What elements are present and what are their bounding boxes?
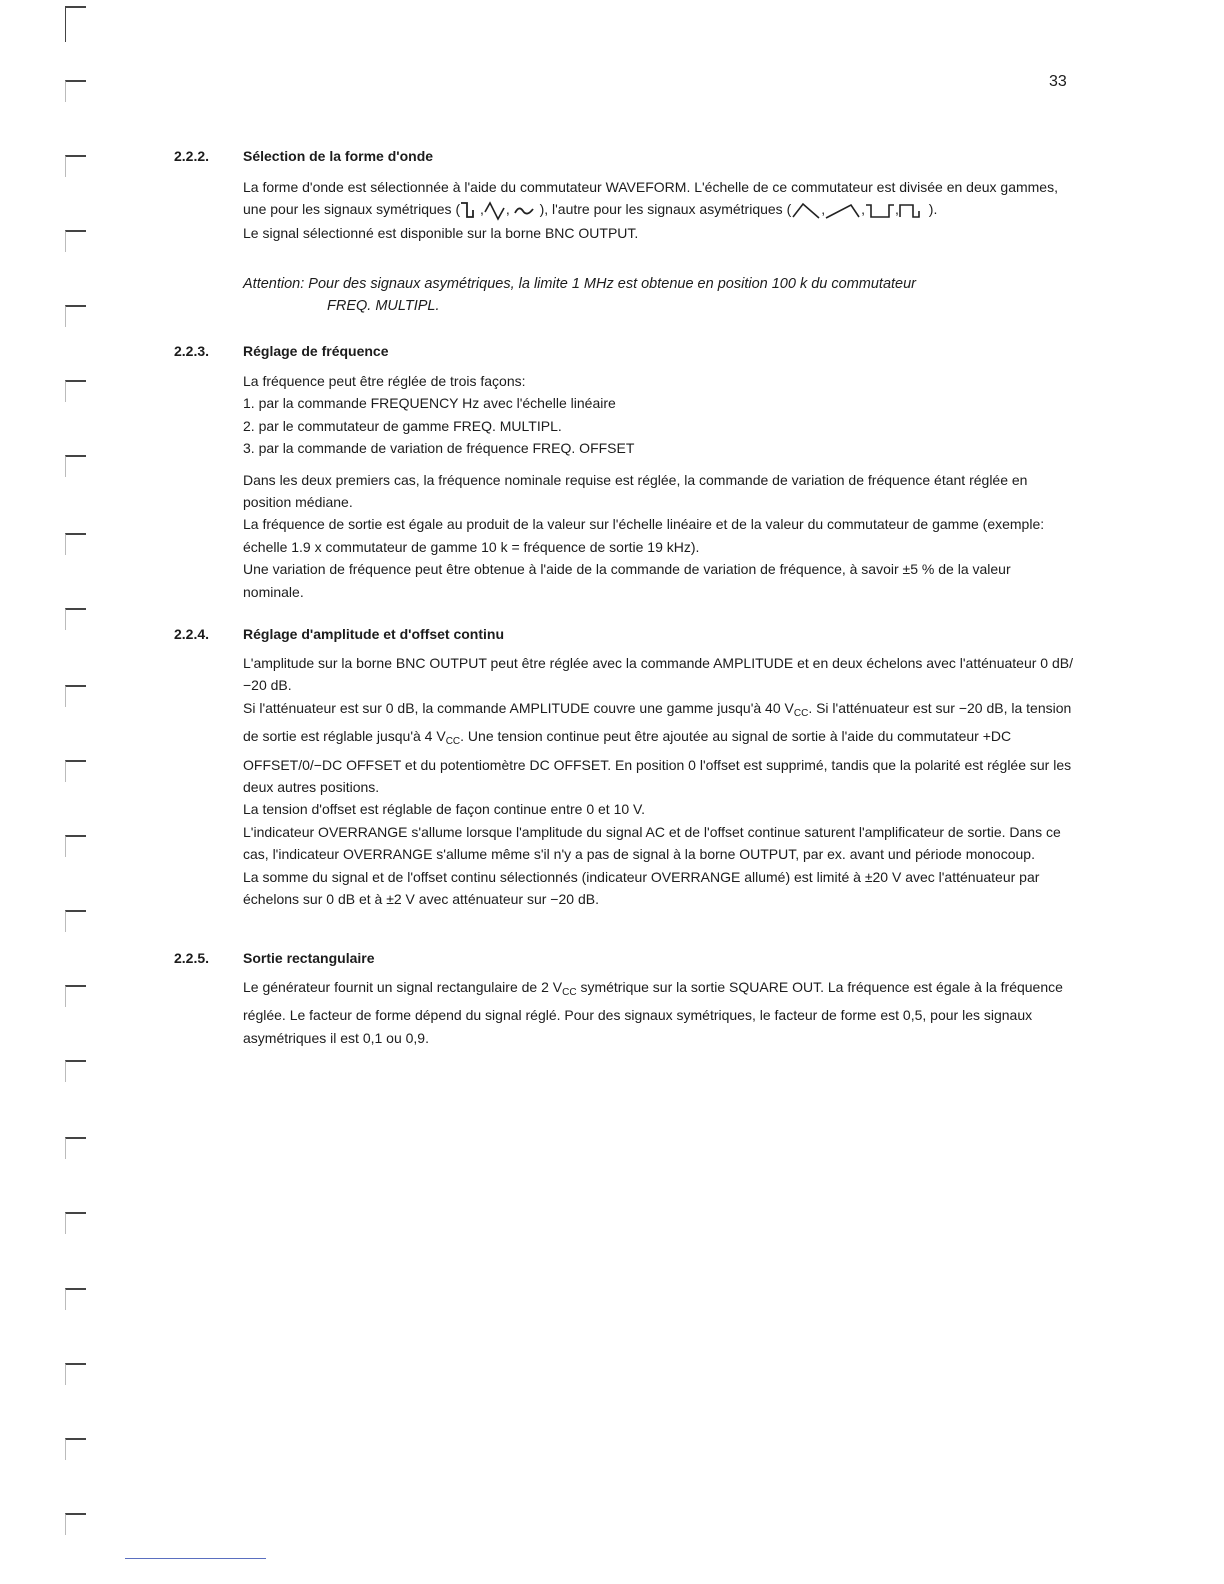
sine-wave-icon: [514, 200, 536, 222]
separator: ,: [821, 201, 826, 218]
binder-tab: [65, 608, 86, 630]
binder-tab: [65, 760, 86, 782]
paragraph: Une variation de fréquence peut être obtenue à l'aide de la commande de variation de fréquence, à savoir ±5 % de la valeur nominale.: [243, 561, 1011, 600]
subscript: CC: [445, 736, 461, 748]
section-body: [243, 652, 1073, 910]
sawtooth-up-icon: [825, 201, 861, 221]
paragraph: La fréquence peut être réglée de trois façons:: [243, 373, 526, 389]
binder-tab: [65, 1212, 86, 1234]
list-item: 2. par le commutateur de gamme FREQ. MULTIPL.: [243, 417, 562, 434]
binder-tab: [65, 1060, 86, 1082]
paragraph: La somme du signal et de l'offset continu sélectionnés (indicateur OVERRANGE allumé) est limité à ±20 V avec l'atténuateur par échelons sur 0 dB et à ±2 V avec atténuateur sur −20 dB.: [243, 868, 1040, 908]
pulse-wide-icon: [899, 201, 925, 221]
section-title: Sélection de la forme d'onde: [243, 148, 434, 164]
binder-tab: [65, 533, 86, 555]
section-title: Sortie rectangulaire: [243, 950, 375, 966]
binder-tab: [65, 155, 86, 177]
subscript: CC: [793, 707, 809, 719]
triangle-wave-icon: [484, 200, 506, 222]
pulse-narrow-icon: [865, 201, 895, 221]
note-text: Attention: Pour des signaux asymétriques, la limite 1 MHz est obtenue en position 100 k du commutateur: [243, 276, 916, 292]
binder-tab: [65, 6, 86, 42]
text: Le générateur fournit un signal rectangulaire de 2 V: [243, 979, 563, 995]
list-item: 1. par la commande FREQUENCY Hz avec l'échelle linéaire: [243, 395, 616, 412]
binder-tab: [65, 985, 86, 1007]
binder-tab: [65, 910, 86, 932]
paragraph: [243, 176, 1073, 222]
paragraph: La tension d'offset est réglable de façon continue entre 0 et 10 V.: [243, 801, 645, 818]
paragraph: Le signal sélectionné est disponible sur la borne BNC OUTPUT.: [243, 224, 639, 241]
binder-tab: [65, 1438, 86, 1460]
separator: ,: [895, 201, 899, 218]
binder-tab: [65, 455, 86, 477]
text: . Si l'atténuateur est sur −20 dB, la tension de sortie est réglable jusqu'à 4 V: [243, 699, 1072, 745]
binder-tab: [65, 380, 86, 402]
text: ), l'autre pour les signaux asymétriques (: [539, 201, 792, 218]
section-body: [243, 370, 1073, 603]
binder-tab: [65, 685, 86, 707]
square-wave-icon: [460, 200, 476, 222]
binder-tab: [65, 1288, 86, 1310]
binder-edge: [60, 0, 100, 1584]
paragraph: Dans les deux premiers cas, la fréquence nominale requise est réglée, la commande de variation de fréquence étant réglée en position médiane.: [243, 471, 1028, 511]
section-number: 2.2.4.: [174, 626, 210, 642]
section-body: [243, 976, 1073, 1049]
section-number: 2.2.2.: [174, 148, 210, 164]
section-number: 2.2.5.: [174, 950, 210, 966]
binder-tab: [65, 1363, 86, 1385]
binder-tab: [65, 1137, 86, 1159]
list-item: 3. par la commande de variation de fréquence FREQ. OFFSET: [243, 440, 635, 457]
text: . Une tension continue peut être ajoutée au signal de sortie à l'aide du commutateur +DC OFFSET/0/−DC OFFSET et du potentiomètre DC OFFSET. En position 0 l'offset est supprimé, tandis que la polarité est réglée sur les deux autres positions.: [243, 728, 1072, 796]
paragraph: L'indicateur OVERRANGE s'allume lorsque l'amplitude du signal AC et de l'offset continue saturent l'amplificateur de sortie. Dans ce cas, l'indicateur OVERRANGE s'allume même s'il n'y a pas de signal à la borne OUTPUT, par ex. avant und période monocoup.: [243, 823, 1061, 863]
subscript: CC: [562, 987, 577, 998]
paragraph: La fréquence de sortie est égale au produit de la valeur sur l'échelle linéaire et de la valeur du commutateur de gamme (exemple: échelle 1.9 x commutateur de gamme 10 k = fréquence de sortie 19 kHz).: [243, 516, 1045, 555]
binder-tab: [65, 835, 86, 857]
binder-tab: [65, 230, 86, 252]
section-body: [243, 176, 1073, 244]
paragraph: L'amplitude sur la borne BNC OUTPUT peut être réglée avec la commande AMPLITUDE et en deux échelons avec l'atténuateur 0 dB/−20 dB.: [243, 655, 1073, 694]
paragraph: [243, 697, 1073, 799]
separator: ,: [480, 201, 484, 218]
attention-note: [243, 273, 1073, 317]
section-title: Réglage de fréquence: [243, 343, 389, 359]
text: symétrique sur la sortie SQUARE OUT. La fréquence est égale à la fréquence réglée. Le facteur de forme dépend du signal réglé. Pour des signaux symétriques, le facteur de forme est 0,5, pour les signaux asymétriques il est 0,1 ou 0,9.: [243, 979, 1063, 1046]
footer-rule: [125, 1558, 266, 1559]
text: La forme d'onde est sélectionnée à l'aide du commutateur WAVEFORM. L'échelle de ce commutateur est divisée en deux gammes, une pour les signaux symétriques (: [243, 179, 1058, 218]
separator: ,: [505, 201, 510, 218]
note-text: FREQ. MULTIPL.: [327, 298, 440, 314]
page-number: 33: [1049, 73, 1067, 90]
separator: ,: [861, 201, 866, 218]
section-number: 2.2.3.: [174, 343, 210, 359]
binder-tab: [65, 1513, 86, 1535]
binder-tab: [65, 80, 86, 102]
binder-tab: [65, 305, 86, 327]
text: Si l'atténuateur est sur 0 dB, la commande AMPLITUDE couvre une gamme jusqu'à 40 V: [243, 699, 794, 716]
text: ).: [928, 201, 938, 218]
sawtooth-down-icon: [791, 201, 821, 221]
paragraph: [243, 976, 1073, 1049]
section-title: Réglage d'amplitude et d'offset continu: [243, 626, 505, 642]
